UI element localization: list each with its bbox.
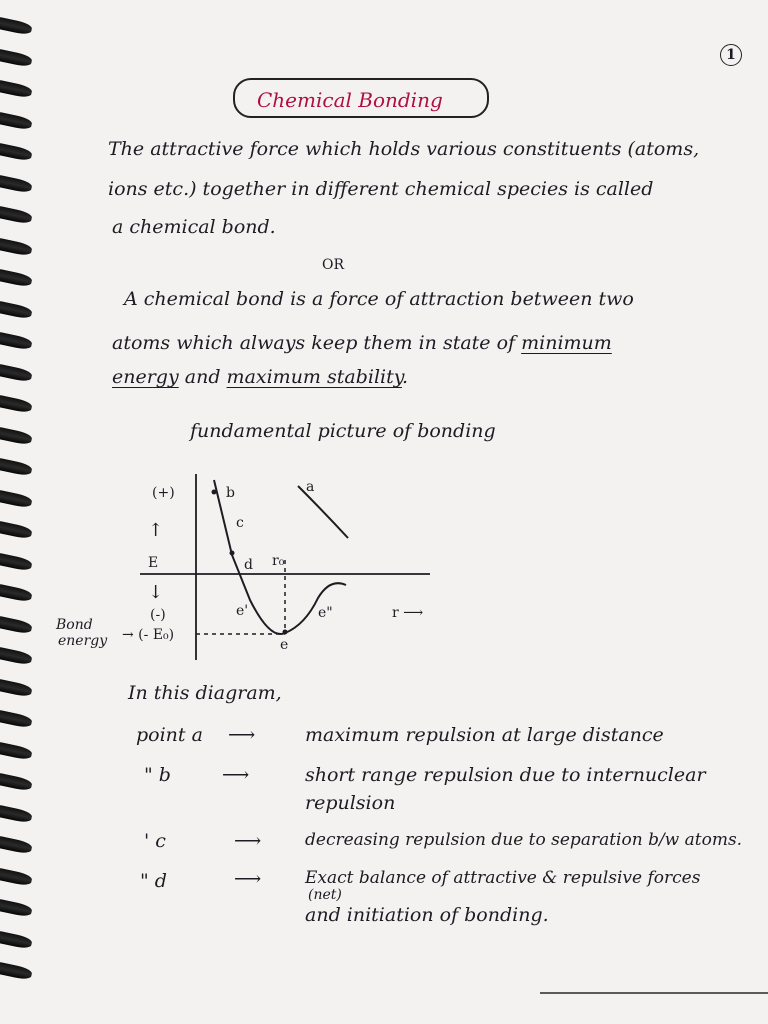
energy-axis-label: E (148, 555, 159, 571)
explanation-arrow-c: ⟶ (234, 830, 262, 852)
page-title: Chemical Bonding (257, 88, 443, 112)
explanation-prefix-a: point a (136, 724, 203, 746)
page-number: 1 (720, 44, 742, 66)
distance-label-r: r (392, 605, 399, 621)
r0-label: r₀ (272, 553, 285, 569)
definition-line-1: The attractive force which holds various constituents (atoms, (108, 138, 700, 160)
explanation-text-a: maximum repulsion at large distance (305, 724, 664, 746)
explanation-net-note: (net) (308, 887, 342, 903)
and-word: and (184, 366, 221, 388)
point-e-label: e (280, 637, 289, 653)
distance-label-arrow: ⟶ (403, 605, 424, 621)
underlined-maximum-stability: maximum stability (226, 366, 402, 388)
point-e1-label: e' (236, 603, 249, 619)
explanation-arrow-a: ⟶ (228, 724, 256, 746)
positive-energy-label: (+) (152, 485, 175, 501)
energy-up-arrow: ↑ (148, 520, 164, 541)
definition-line-3: a chemical bond. (112, 216, 276, 238)
explanation-text-b-continued: repulsion (305, 792, 396, 814)
definition-line-2: ions etc.) together in different chemical species is called (108, 178, 654, 200)
period: . (401, 366, 408, 388)
explanation-arrow-b: ⟶ (222, 764, 250, 786)
bond-energy-label-2: energy (58, 633, 108, 649)
explanation-text-c: decreasing repulsion due to separation b/w atoms. (305, 830, 743, 850)
explanation-arrow-d: ⟶ (234, 868, 262, 890)
point-b-marker (212, 490, 217, 495)
explanation-prefix-c: ' c (144, 830, 166, 852)
page-bottom-line (540, 992, 768, 994)
point-d-marker (230, 551, 235, 556)
diagram-caption: fundamental picture of bonding (190, 420, 496, 442)
explanation-text-b: short range repulsion due to internuclear (305, 764, 706, 786)
definition2-line-1: A chemical bond is a force of attraction between two (124, 288, 634, 310)
point-e2-label: e" (318, 605, 333, 621)
underlined-minimum: minimum (521, 332, 612, 354)
distance-axis-label (392, 606, 423, 620)
point-a-label: a (306, 479, 315, 495)
or-label: OR (322, 257, 345, 273)
definition2-line-2-text: atoms which always keep them in state of (112, 332, 516, 354)
explanation-prefix-b: " b (144, 764, 171, 786)
point-b-label: b (226, 485, 235, 501)
explanation-heading: In this diagram, (128, 682, 282, 704)
bond-energy-value: → (- E₀) (122, 627, 175, 643)
point-e-marker (283, 630, 288, 635)
point-d-label: d (244, 557, 253, 573)
point-c-label: c (236, 515, 244, 531)
bond-energy-label-1: Bond (56, 617, 93, 633)
explanation-text-d: Exact balance of attractive & repulsive forces (305, 868, 701, 888)
explanation-prefix-d: " d (140, 870, 167, 892)
explanation-text-d-continued: and initiation of bonding. (305, 904, 549, 926)
energy-down-arrow: ↓ (148, 582, 164, 603)
negative-energy-label: (-) (150, 607, 166, 623)
underlined-energy: energy (112, 366, 179, 388)
